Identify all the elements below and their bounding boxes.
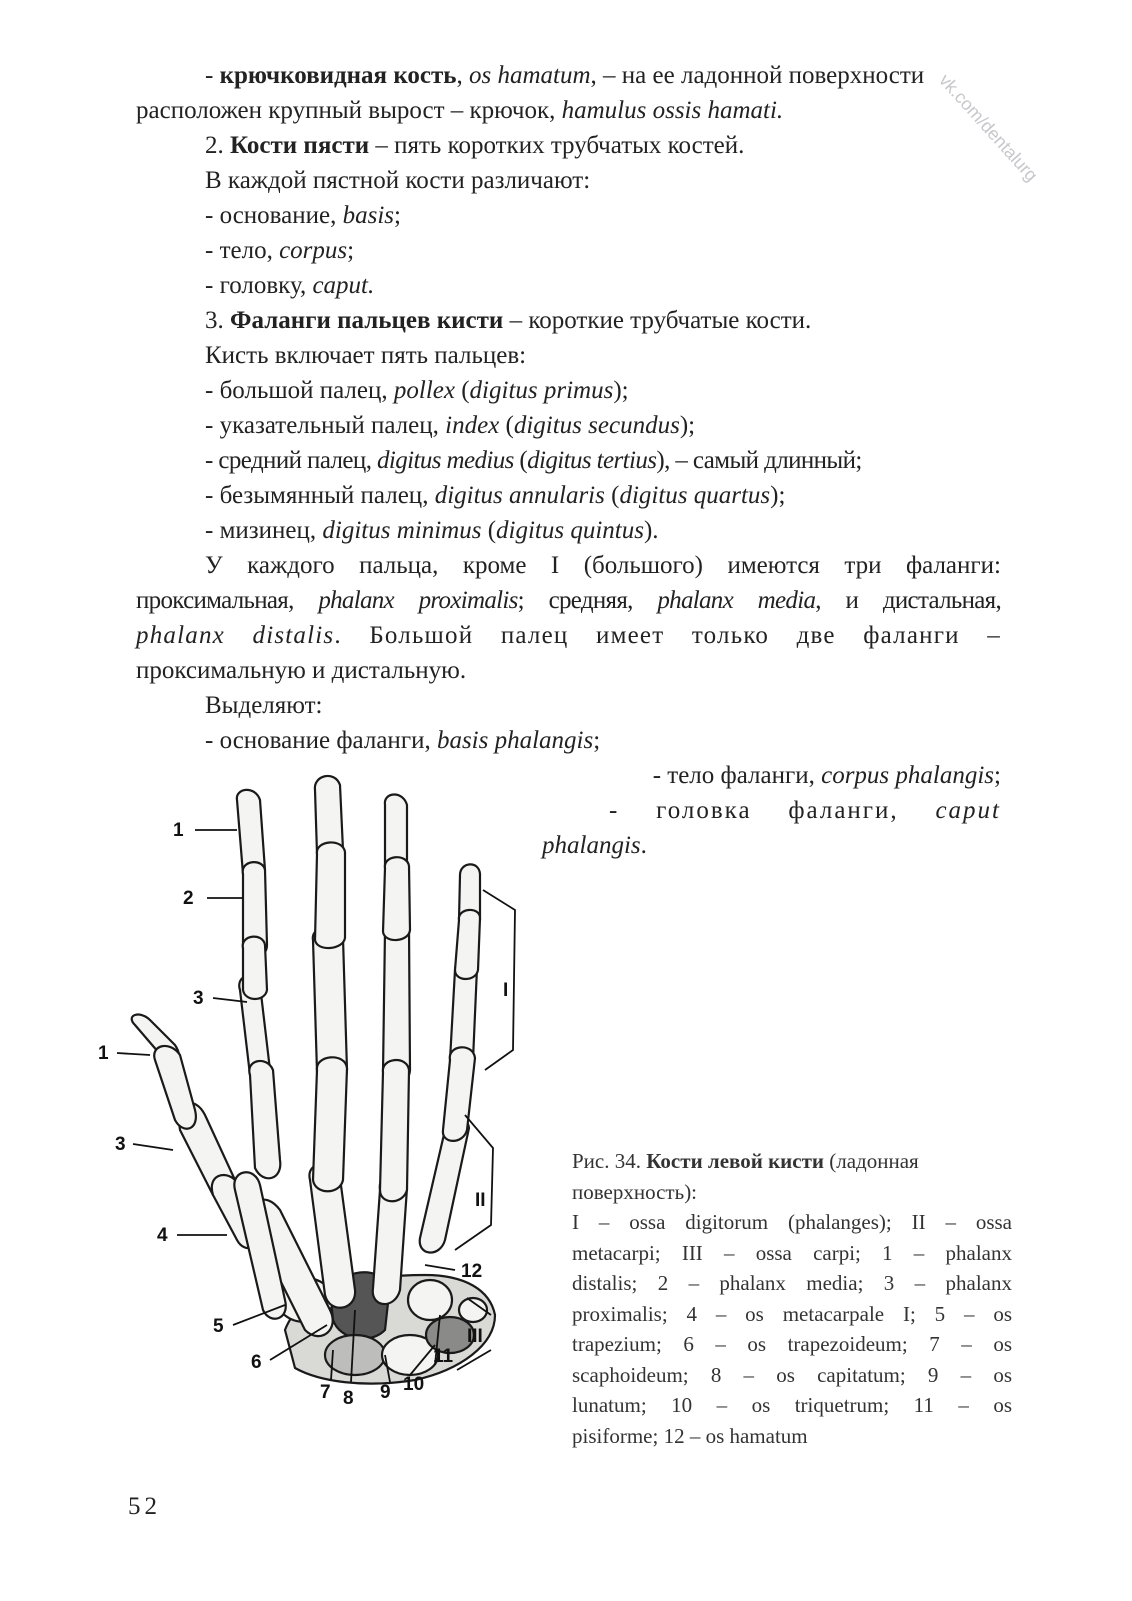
text-line: У каждого пальца, кроме I (большого) имеются три фаланги: — [205, 552, 1001, 579]
caption-line: I – ossa digitorum (phalanges); II – ossa — [572, 1210, 1012, 1234]
caption-line: Рис. 34. Кости левой кисти (ладонная — [572, 1149, 919, 1173]
watermark: vk.com/dentalurg — [935, 70, 1042, 186]
caption-line: lunatum; 10 – os triquetrum; 11 – os — [572, 1393, 1012, 1417]
label-2-media: 2 — [183, 888, 194, 909]
list-item: - средний палец, digitus medius (digitus tertius), – самый длинный; — [205, 447, 862, 474]
list-item: - основание, basis; — [205, 202, 401, 229]
label-8: 8 — [343, 1388, 354, 1409]
list-item: - головка фаланги, caput — [609, 797, 1001, 824]
list-item: - большой палец, pollex (digitus primus); — [205, 377, 629, 404]
section-heading: 2. Кости пясти – пять коротких трубчатых костей. — [205, 132, 745, 159]
text-line: - крючковидная кость, os hamatum, – на ее ладонной поверхности — [205, 62, 925, 89]
label-10: 10 — [403, 1374, 425, 1395]
list-item: - тело фаланги, corpus phalangis; — [652, 762, 1001, 789]
label-6: 6 — [251, 1352, 262, 1373]
label-roman-II: II — [475, 1190, 486, 1211]
caption-line: metacarpi; III – ossa carpi; 1 – phalanx — [572, 1240, 1012, 1265]
figure-caption — [572, 1146, 1012, 1451]
label-7: 7 — [320, 1382, 331, 1403]
caption-line: proximalis; 4 – os metacarpale I; 5 – os — [572, 1301, 1012, 1326]
label-3-proximal: 3 — [193, 988, 204, 1009]
list-item: - основание фаланги, basis phalangis; — [205, 727, 601, 754]
text-line: phalangis. — [542, 832, 647, 859]
list-item: - мизинец, digitus minimus (digitus quintus). — [205, 517, 659, 544]
list-item: - указательный палец, index (digitus secundus); — [205, 412, 696, 439]
hand-bones-figure — [95, 770, 535, 1420]
text-line: проксимальную и дистальную. — [136, 657, 467, 684]
label-roman-III: III — [467, 1326, 483, 1347]
caption-line: поверхность): — [572, 1179, 698, 1204]
text-line: Выделяют: — [205, 692, 323, 719]
caption-line: trapezium; 6 – os trapezoideum; 7 – os — [572, 1332, 1012, 1356]
label-1-thumb: 1 — [98, 1043, 109, 1064]
caption-line: pisiforme; 12 – os hamatum — [572, 1423, 808, 1448]
label-roman-I: I — [503, 980, 509, 1001]
label-5: 5 — [213, 1316, 224, 1337]
label-3-thumb: 3 — [115, 1134, 126, 1155]
section-heading: 3. Фаланги пальцев кисти – короткие трубчатые кости. — [205, 307, 812, 334]
label-9: 9 — [380, 1382, 391, 1403]
label-12: 12 — [461, 1261, 483, 1282]
text-line: Кисть включает пять пальцев: — [205, 342, 527, 369]
caption-line: scaphoideum; 8 – os capitatum; 9 – os — [572, 1362, 1012, 1387]
text-line: В каждой пястной кости различают: — [205, 167, 591, 194]
list-item: - головку, caput. — [205, 272, 375, 299]
text-line: расположен крупный вырост – крючок, hamulus ossis hamati. — [136, 97, 784, 124]
text-line: phalanx distalis. Большой палец имеет только две фаланги – — [136, 622, 1001, 649]
label-1-distal: 1 — [173, 820, 184, 841]
caption-line: distalis; 2 – phalanx media; 3 – phalanx — [572, 1271, 1012, 1295]
list-item: - безымянный палец, digitus annularis (digitus quartus); — [205, 482, 786, 509]
text-line: проксимальная, phalanx proximalis; средняя, phalanx media, и дистальная, — [136, 587, 1001, 614]
list-item: - тело, corpus; — [205, 237, 355, 264]
page-number: 52 — [128, 1493, 161, 1520]
label-4: 4 — [157, 1225, 168, 1246]
label-11: 11 — [433, 1346, 454, 1367]
